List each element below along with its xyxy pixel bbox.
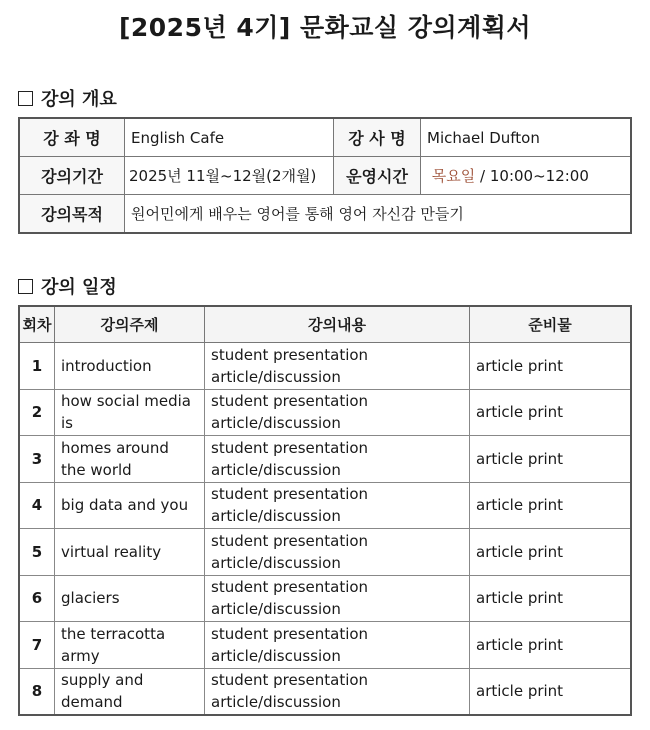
- schedule-heading-text: 강의 일정: [41, 277, 117, 298]
- time-label: 운영시간: [334, 157, 421, 195]
- row-topic: supply and demand: [55, 668, 205, 715]
- purpose-value: 원어민에게 배우는 영어를 통해 영어 자신감 만들기: [125, 195, 632, 234]
- day-value: 목요일: [431, 167, 476, 185]
- period-value: 2025년 11월~12월(2개월): [125, 157, 334, 195]
- table-row: [19, 529, 631, 576]
- row-materials: article print: [470, 482, 632, 529]
- row-topic: virtual reality: [55, 529, 205, 576]
- time-range: / 10:00~12:00: [475, 167, 589, 185]
- row-materials: article print: [470, 529, 632, 576]
- page-title: [2025년 4기] 문화교실 강의계획서: [118, 13, 532, 42]
- row-materials: article print: [470, 622, 632, 669]
- table-row: [19, 389, 631, 436]
- row-topic: big data and you: [55, 482, 205, 529]
- row-materials: article print: [470, 343, 632, 390]
- header-topic: 강의주제: [55, 306, 205, 343]
- row-content: student presentation article/discussion: [205, 482, 470, 529]
- lecturer-value: Michael Dufton: [421, 118, 632, 157]
- row-materials: article print: [470, 668, 632, 715]
- row-topic: homes around the world: [55, 436, 205, 483]
- row-content: student presentation article/discussion: [205, 622, 470, 669]
- row-materials: article print: [470, 436, 632, 483]
- course-name-label: 강 좌 명: [19, 118, 125, 157]
- table-row: [19, 436, 631, 483]
- row-number: 2: [19, 389, 55, 436]
- purpose-label: 강의목적: [19, 195, 125, 234]
- overview-row: [19, 195, 631, 234]
- row-topic: how social media is: [55, 389, 205, 436]
- period-label: 강의기간: [19, 157, 125, 195]
- row-number: 1: [19, 343, 55, 390]
- overview-heading-text: 강의 개요: [41, 89, 117, 110]
- overview-row: [19, 118, 631, 157]
- table-row: [19, 622, 631, 669]
- row-number: 6: [19, 575, 55, 622]
- header-round: 회차: [19, 306, 55, 343]
- table-row: [19, 343, 631, 390]
- row-content: student presentation article/discussion: [205, 529, 470, 576]
- row-materials: article print: [470, 575, 632, 622]
- table-row: [19, 668, 631, 715]
- overview-heading: [18, 85, 117, 111]
- row-content: student presentation article/discussion: [205, 668, 470, 715]
- row-number: 5: [19, 529, 55, 576]
- overview-table: [18, 117, 632, 234]
- row-content: student presentation article/discussion: [205, 343, 470, 390]
- header-materials: 준비물: [470, 306, 632, 343]
- row-number: 7: [19, 622, 55, 669]
- square-bullet-icon: [18, 279, 33, 294]
- overview-row: [19, 157, 631, 195]
- time-value: [421, 157, 632, 195]
- table-row: [19, 482, 631, 529]
- course-name-value: English Cafe: [125, 118, 334, 157]
- schedule-table: [18, 305, 632, 716]
- lecturer-label: 강 사 명: [334, 118, 421, 157]
- table-row: [19, 575, 631, 622]
- row-topic: glaciers: [55, 575, 205, 622]
- row-topic: the terracotta army: [55, 622, 205, 669]
- row-content: student presentation article/discussion: [205, 436, 470, 483]
- row-number: 3: [19, 436, 55, 483]
- row-content: student presentation article/discussion: [205, 389, 470, 436]
- row-materials: article print: [470, 389, 632, 436]
- row-content: student presentation article/discussion: [205, 575, 470, 622]
- schedule-header-row: [19, 306, 631, 343]
- schedule-heading: [18, 273, 117, 299]
- row-number: 4: [19, 482, 55, 529]
- row-number: 8: [19, 668, 55, 715]
- header-content: 강의내용: [205, 306, 470, 343]
- square-bullet-icon: [18, 91, 33, 106]
- row-topic: introduction: [55, 343, 205, 390]
